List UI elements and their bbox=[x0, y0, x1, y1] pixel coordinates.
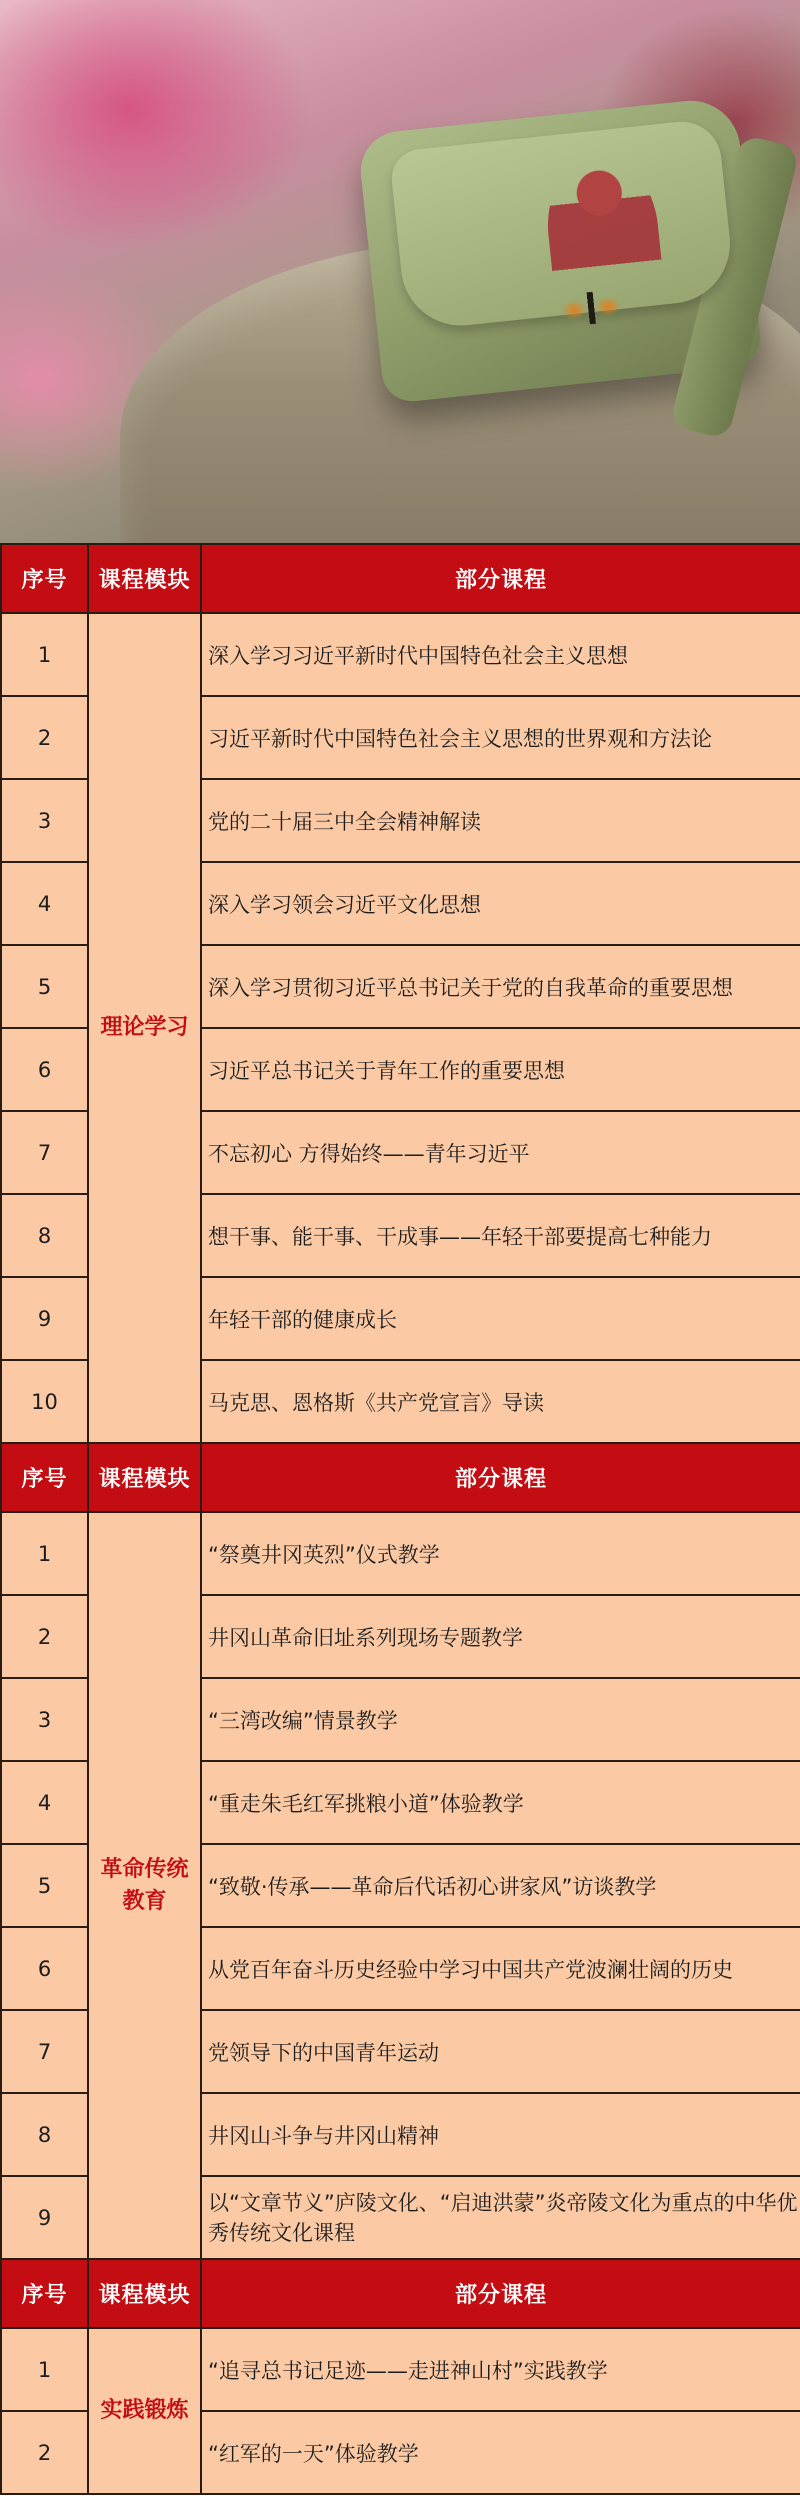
header-seq: 序号 bbox=[1, 544, 88, 613]
course-name: 习近平总书记关于青年工作的重要思想 bbox=[201, 1028, 800, 1111]
course-name: “祭奠井冈英烈”仪式教学 bbox=[201, 1512, 800, 1595]
row-number: 5 bbox=[1, 1844, 88, 1927]
course-name: 年轻干部的健康成长 bbox=[201, 1277, 800, 1360]
module-cell: 实践锻炼 bbox=[88, 2328, 201, 2494]
red-army-figure-print bbox=[541, 150, 666, 311]
course-name: “追寻总书记足迹——走进神山村”实践教学 bbox=[201, 2328, 800, 2411]
row-number: 2 bbox=[1, 696, 88, 779]
row-number: 6 bbox=[1, 1927, 88, 2010]
hero-photo bbox=[0, 0, 800, 543]
course-name: 以“文章节义”庐陵文化、“启迪洪蒙”炎帝陵文化为重点的中华优秀传统文化课程 bbox=[201, 2176, 800, 2259]
module-cell bbox=[88, 1512, 201, 2259]
course-name: 想干事、能干事、干成事——年轻干部要提高七种能力 bbox=[201, 1194, 800, 1277]
course-name: 习近平新时代中国特色社会主义思想的世界观和方法论 bbox=[201, 696, 800, 779]
table-row bbox=[1, 613, 800, 696]
module-line-1: 革命传统 bbox=[100, 1856, 189, 1882]
row-number: 7 bbox=[1, 1111, 88, 1194]
course-name: 党领导下的中国青年运动 bbox=[201, 2010, 800, 2093]
course-name: 深入学习习近平新时代中国特色社会主义思想 bbox=[201, 613, 800, 696]
green-satchel bbox=[357, 96, 763, 404]
course-name: 深入学习贯彻习近平总书记关于党的自我革命的重要思想 bbox=[201, 945, 800, 1028]
course-name: “重走朱毛红军挑粮小道”体验教学 bbox=[201, 1761, 800, 1844]
header-courses: 部分课程 bbox=[201, 2259, 800, 2328]
course-name: 马克思、恩格斯《共产党宣言》导读 bbox=[201, 1360, 800, 1443]
course-name: 从党百年奋斗历史经验中学习中国共产党波澜壮阔的历史 bbox=[201, 1927, 800, 2010]
row-number: 4 bbox=[1, 862, 88, 945]
row-number: 10 bbox=[1, 1360, 88, 1443]
course-name: 深入学习领会习近平文化思想 bbox=[201, 862, 800, 945]
course-name: “红军的一天”体验教学 bbox=[201, 2411, 800, 2494]
header-courses: 部分课程 bbox=[201, 1443, 800, 1512]
row-number: 7 bbox=[1, 2010, 88, 2093]
course-name: “致敬·传承——革命后代话初心讲家风”访谈教学 bbox=[201, 1844, 800, 1927]
row-number: 9 bbox=[1, 2176, 88, 2259]
header-module: 课程模块 bbox=[88, 1443, 201, 1512]
table-row bbox=[1, 1512, 800, 1595]
row-number: 8 bbox=[1, 2093, 88, 2176]
butterfly bbox=[555, 288, 628, 327]
header-row bbox=[1, 1443, 800, 1512]
row-number: 8 bbox=[1, 1194, 88, 1277]
course-name: 不忘初心 方得始终——青年习近平 bbox=[201, 1111, 800, 1194]
course-table bbox=[0, 543, 800, 2495]
header-courses: 部分课程 bbox=[201, 544, 800, 613]
bag-flap bbox=[389, 118, 736, 332]
row-number: 1 bbox=[1, 2328, 88, 2411]
row-number: 3 bbox=[1, 779, 88, 862]
row-number: 2 bbox=[1, 1595, 88, 1678]
course-name: 井冈山革命旧址系列现场专题教学 bbox=[201, 1595, 800, 1678]
row-number: 2 bbox=[1, 2411, 88, 2494]
header-module: 课程模块 bbox=[88, 2259, 201, 2328]
header-seq: 序号 bbox=[1, 2259, 88, 2328]
header-module: 课程模块 bbox=[88, 544, 201, 613]
header-row bbox=[1, 544, 800, 613]
module-line-2: 教育 bbox=[122, 1888, 167, 1914]
row-number: 1 bbox=[1, 613, 88, 696]
table-row bbox=[1, 2328, 800, 2411]
row-number: 9 bbox=[1, 1277, 88, 1360]
course-name: 党的二十届三中全会精神解读 bbox=[201, 779, 800, 862]
row-number: 1 bbox=[1, 1512, 88, 1595]
row-number: 4 bbox=[1, 1761, 88, 1844]
row-number: 5 bbox=[1, 945, 88, 1028]
course-name: 井冈山斗争与井冈山精神 bbox=[201, 2093, 800, 2176]
header-row bbox=[1, 2259, 800, 2328]
row-number: 6 bbox=[1, 1028, 88, 1111]
course-name: “三湾改编”情景教学 bbox=[201, 1678, 800, 1761]
row-number: 3 bbox=[1, 1678, 88, 1761]
header-seq: 序号 bbox=[1, 1443, 88, 1512]
module-cell: 理论学习 bbox=[88, 613, 201, 1443]
